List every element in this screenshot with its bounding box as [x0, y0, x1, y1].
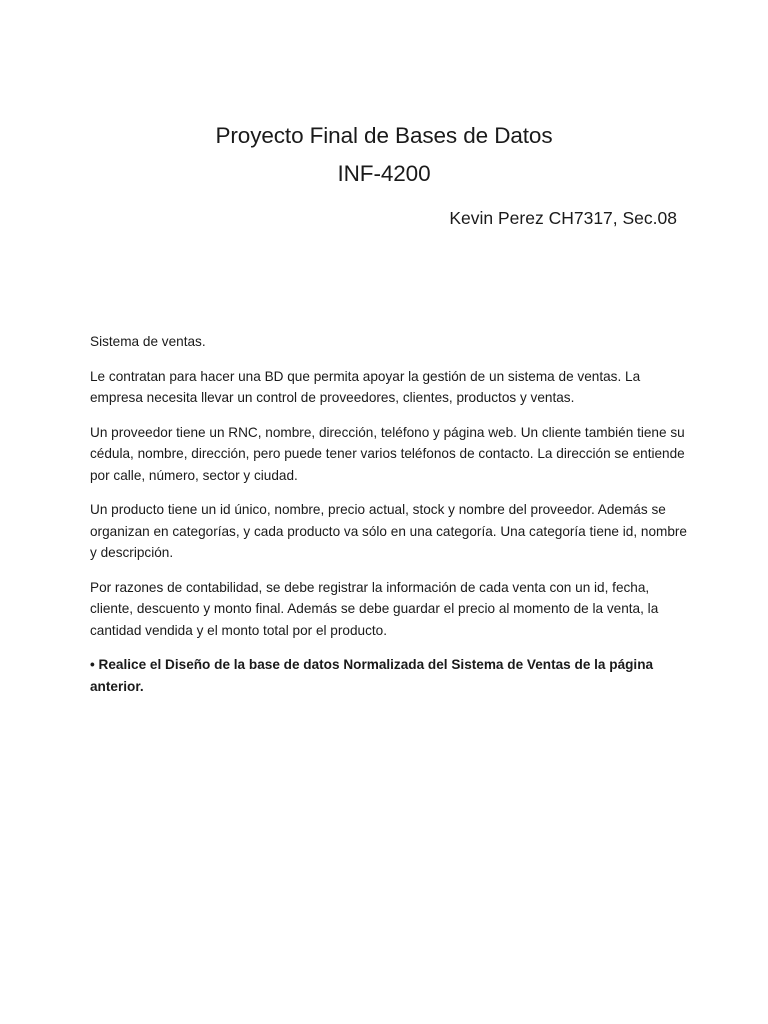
document-body: [90, 331, 690, 710]
paragraph: Por razones de contabilidad, se debe registrar la información de cada venta con un id, fecha, cliente, descuento y monto final. Además se debe guardar el precio al momento de la venta, la cantidad vendida y el monto total por el producto.: [90, 579, 659, 638]
paragraph: Le contratan para hacer una BD que permita apoyar la gestión de un sistema de ventas. La empresa necesita llevar un control de proveedores, clientes, productos y ventas.: [90, 368, 641, 405]
paragraph: Un producto tiene un id único, nombre, precio actual, stock y nombre del proveedor. Además se organizan en categorías, y cada producto va sólo en una categoría. Una categoría tiene id, nombre y descripción.: [90, 502, 687, 560]
section-heading: Sistema de ventas.: [90, 334, 206, 349]
task-instruction: • Realice el Diseño de la base de datos Normalizada del Sistema de Ventas de la página anterior.: [90, 657, 654, 694]
course-code: INF-4200: [337, 161, 431, 186]
author-line: Kevin Perez CH7317, Sec.08: [449, 208, 677, 228]
paragraph: Un proveedor tiene un RNC, nombre, dirección, teléfono y página web. Un cliente también tiene su cédula, nombre, dirección, pero puede tener varios teléfonos de contacto. La dirección se entiende por calle, número, sector y ciudad.: [90, 424, 685, 483]
document-title: Proyecto Final de Bases de Datos: [215, 123, 553, 148]
